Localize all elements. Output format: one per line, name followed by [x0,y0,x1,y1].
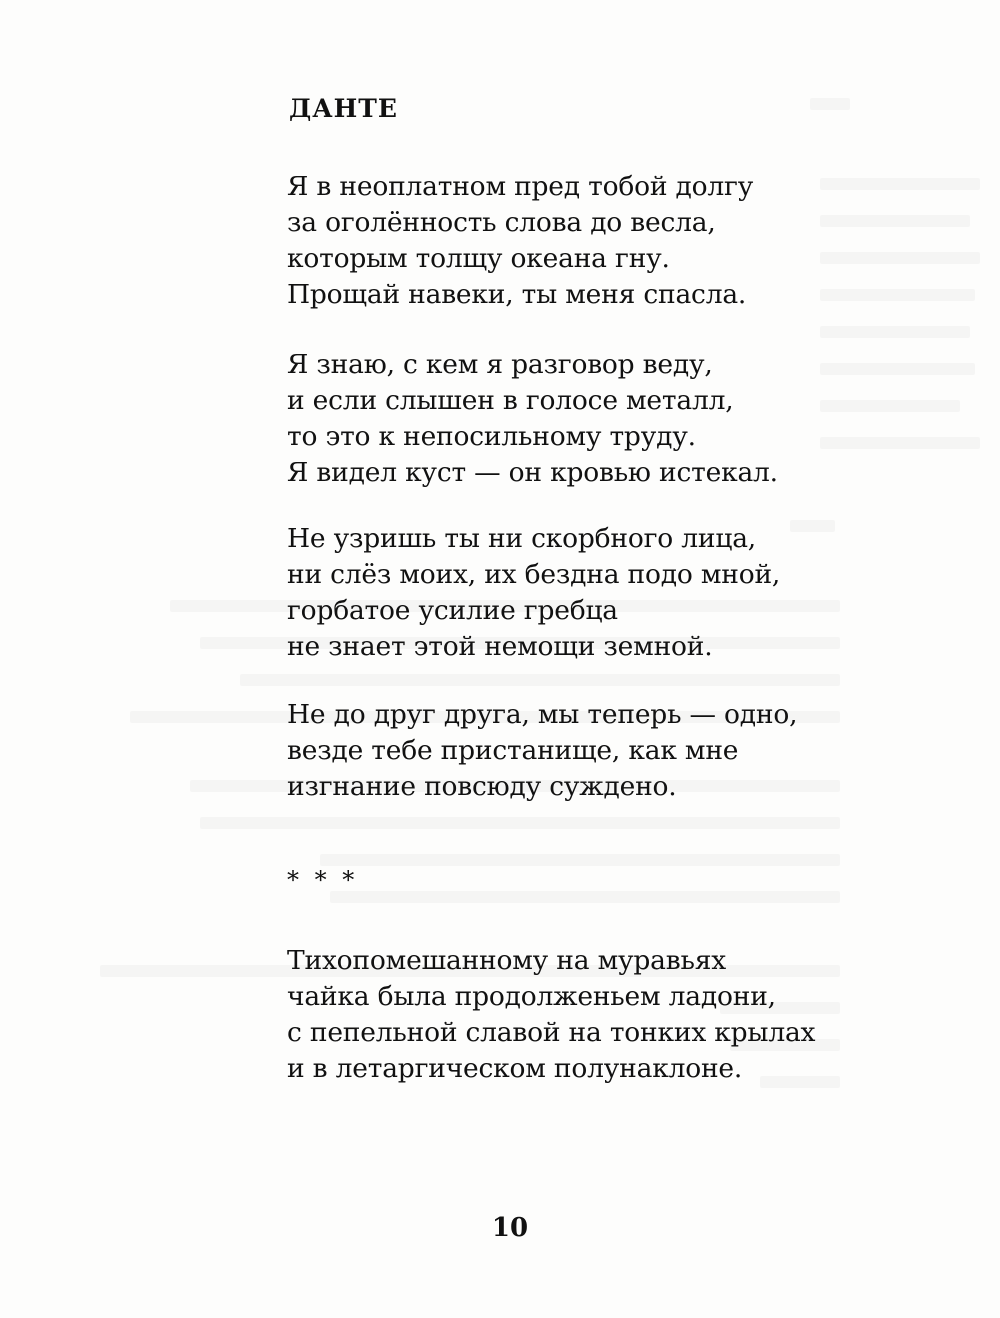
poem-line: не знает этой немощи земной. [287,631,713,662]
poem-line: Я видел куст — он кровью истекал. [287,457,778,488]
stanza-2 [287,347,778,491]
poem-line: горбатое усилие гребца [287,595,618,626]
poem-line: изгнание повсюду суждено. [287,771,677,802]
poem-line: Тихопомешанному на муравьях [287,945,726,976]
page-number: 10 [491,1213,529,1243]
stanza-4 [287,697,797,805]
poem-line: Не узришь ты ни скорбного лица, [287,523,757,554]
poem-line: ни слёз моих, их бездна подо мной, [287,559,781,590]
stanza-1 [287,169,753,313]
poem-line: Я в неоплатном пред тобой долгу [287,171,754,202]
poem-line: Я знаю, с кем я разговор веду, [287,349,713,380]
poem-line: то это к непосильному труду. [287,421,696,452]
section-separator: * * * [287,866,359,894]
poem-line: с пепельной славой на тонких крылах [287,1017,816,1048]
poem-line: и в летаргическом полунаклоне. [287,1053,743,1084]
second-poem-stanza [287,943,815,1087]
poem-line: за оголённость слова до весла, [287,207,716,238]
poem-line: и если слышен в голосе металл, [287,385,734,416]
poem-line: чайка была продолженьем ладони, [287,981,776,1012]
poem-line: которым толщу океана гну. [287,243,670,274]
poem-title: ДАНТЕ [289,94,398,123]
poem-line: Не до друг друга, мы теперь — одно, [287,699,798,730]
poem-line: везде тебе пристанище, как мне [287,735,739,766]
poem-line: Прощай навеки, ты меня спасла. [287,279,747,310]
stanza-3 [287,521,780,665]
